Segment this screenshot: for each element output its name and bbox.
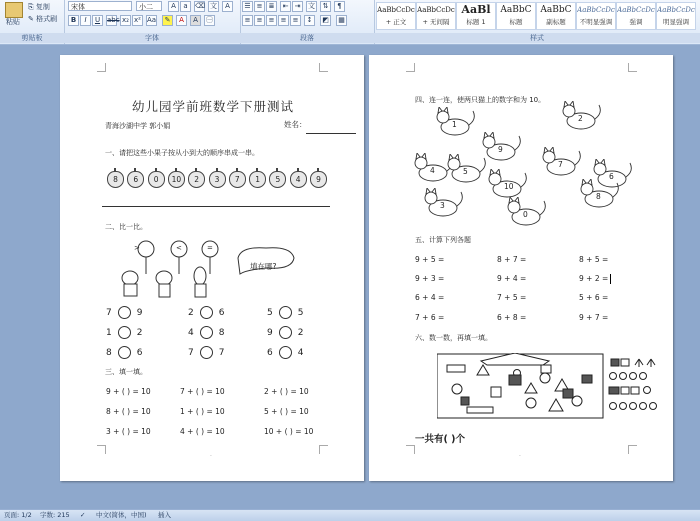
- bold-icon[interactable]: B: [68, 15, 79, 26]
- change-case-icon[interactable]: Aa: [147, 16, 157, 24]
- compare-blank[interactable]: [279, 306, 292, 319]
- paste-button[interactable]: 粘贴: [6, 18, 20, 26]
- cat-figure[interactable]: [421, 188, 465, 222]
- paste-icon[interactable]: [5, 2, 23, 18]
- compare-left: 5: [267, 308, 273, 318]
- cat-number: 10: [504, 182, 514, 191]
- cat-number: 4: [430, 166, 435, 175]
- compare-blank[interactable]: [200, 346, 213, 359]
- question-1: 一、请把这些小果子按从小到大的顺序串成一串。: [105, 149, 259, 157]
- subscript-icon[interactable]: x₂: [120, 15, 131, 26]
- apple-number: 0: [148, 171, 165, 188]
- calc-equation[interactable]: 9 + 2 =: [579, 274, 609, 283]
- cat-figure[interactable]: [539, 147, 583, 181]
- multilevel-list-icon[interactable]: ≣: [266, 1, 277, 12]
- style-label: + 无间隔: [422, 18, 450, 26]
- question-6: 六、数一数，再填一填。: [415, 334, 492, 342]
- compare-blank[interactable]: [200, 306, 213, 319]
- name-label: 姓名：: [284, 120, 307, 129]
- style-sample: AaBbCcDc: [617, 6, 655, 14]
- cat-number: 9: [498, 145, 503, 154]
- style-tile[interactable]: [496, 2, 536, 30]
- underline-icon[interactable]: U: [92, 15, 103, 26]
- compare-right: 2: [297, 328, 304, 338]
- calc-equation[interactable]: 9 + 7 =: [579, 313, 609, 322]
- compare-left: 1: [106, 328, 112, 338]
- calc-equation[interactable]: 8 + 7 =: [497, 255, 527, 264]
- document-page-2[interactable]: [369, 55, 673, 481]
- style-label: + 正文: [385, 18, 407, 26]
- numbering-icon[interactable]: ≡: [254, 1, 265, 12]
- bullets-icon[interactable]: ☰: [242, 1, 253, 12]
- compare-right: 7: [218, 348, 225, 358]
- compare-left: 7: [188, 348, 194, 358]
- status-insert-mode[interactable]: 插入: [158, 511, 171, 519]
- fill-equation[interactable]: 2 + ( ) = 10: [264, 387, 309, 396]
- school-author: 青海沙湖中学 郭小娟: [105, 122, 171, 130]
- cat-number: 6: [609, 172, 614, 181]
- italic-icon[interactable]: I: [80, 15, 91, 26]
- justify-icon[interactable]: ≡: [278, 15, 289, 26]
- cat-figure[interactable]: [577, 179, 621, 213]
- calc-equation[interactable]: 7 + 6 =: [415, 313, 445, 322]
- crop-mark: [406, 63, 415, 72]
- compare-blank[interactable]: [118, 306, 131, 319]
- compare-right: 6: [218, 308, 225, 318]
- cat-number: 0: [523, 210, 528, 219]
- apple-number: 3: [209, 171, 226, 188]
- font-name-box[interactable]: 宋体: [68, 1, 132, 11]
- char-border-icon[interactable]: A: [222, 1, 233, 12]
- calc-equation[interactable]: 9 + 3 =: [415, 274, 445, 283]
- style-tile[interactable]: [456, 2, 496, 30]
- crop-mark: [319, 63, 328, 72]
- borders-icon[interactable]: ▦: [336, 15, 347, 26]
- page-number-mark: ·: [210, 453, 212, 460]
- style-sample: AaBbCcDc: [577, 6, 615, 14]
- style-sample: AaBbCcDc: [417, 6, 455, 14]
- style-tile[interactable]: [376, 2, 416, 30]
- crop-mark: [319, 445, 328, 454]
- name-blank[interactable]: [306, 133, 356, 134]
- compare-left: 2: [188, 308, 194, 318]
- highlight-icon[interactable]: ✎: [162, 15, 173, 26]
- grow-font-icon[interactable]: A: [168, 1, 179, 12]
- speech-bubble-text: 填在哪?: [250, 262, 277, 271]
- shading-icon[interactable]: ◩: [320, 15, 331, 26]
- ribbon: [0, 0, 700, 45]
- document-page-1[interactable]: [60, 55, 364, 481]
- compare-left: 6: [267, 348, 273, 358]
- phonetic-icon[interactable]: 文: [210, 2, 217, 10]
- apple-number: 8: [107, 171, 124, 188]
- compare-right: 5: [297, 308, 304, 318]
- style-label: 不明显强调: [579, 18, 613, 26]
- apple-number: 4: [290, 171, 307, 188]
- apple-number: 10: [168, 171, 185, 188]
- answer-line[interactable]: [102, 206, 330, 207]
- crop-mark: [97, 63, 106, 72]
- question-5: 五、计算下列各题: [415, 236, 471, 244]
- question-3: 三、填一填。: [105, 368, 147, 376]
- compare-right: 8: [218, 328, 225, 338]
- shrink-font-icon[interactable]: a: [180, 1, 191, 12]
- style-tile[interactable]: [576, 2, 616, 30]
- align-right-icon[interactable]: ≡: [266, 15, 277, 26]
- copy-label: 复制: [35, 3, 50, 11]
- style-label: 明显强调: [663, 18, 689, 26]
- crop-mark: [406, 445, 415, 454]
- show-marks-icon[interactable]: ¶: [334, 1, 345, 12]
- apple-number: 6: [127, 171, 144, 188]
- styles-group: [374, 0, 700, 44]
- page-title: 幼儿园学前班数学下册测试: [132, 99, 295, 114]
- format-painter-button[interactable]: ✎ 格式刷: [28, 15, 58, 23]
- enclose-char-icon[interactable]: ㊀: [206, 16, 213, 24]
- apple-number: 1: [249, 171, 266, 188]
- fill-equation[interactable]: 7 + ( ) = 10: [180, 387, 225, 396]
- cat-number: 2: [578, 114, 583, 123]
- page-number-mark: ·: [519, 453, 521, 460]
- style-label: 标题: [509, 18, 523, 26]
- compare-right: 9: [136, 308, 143, 318]
- cat-figure[interactable]: [559, 101, 603, 135]
- style-label: 标题 1: [466, 18, 486, 26]
- crop-mark: [628, 445, 637, 454]
- cat-figure[interactable]: [504, 197, 548, 231]
- fill-equation[interactable]: 8 + ( ) = 10: [106, 407, 151, 416]
- style-sample: AaBbCcDc: [377, 6, 415, 14]
- calc-equation[interactable]: 6 + 4 =: [415, 293, 445, 302]
- fill-equation[interactable]: 5 + ( ) = 10: [264, 407, 309, 416]
- clipboard-group-label: 剪贴板: [0, 33, 64, 43]
- char-shading-icon[interactable]: A: [190, 15, 201, 26]
- apple-number: 5: [269, 171, 286, 188]
- compare-blank[interactable]: [118, 326, 131, 339]
- calc-equation[interactable]: 6 + 8 =: [497, 313, 527, 322]
- status-language[interactable]: 中文(简体，中国): [96, 511, 147, 519]
- font-group-label: 字体: [64, 33, 240, 43]
- compare-item: [267, 346, 303, 359]
- compare-item: [267, 306, 303, 319]
- cat-number: 5: [463, 167, 468, 176]
- line-spacing-icon[interactable]: ↕: [304, 15, 315, 26]
- compare-blank[interactable]: [279, 346, 292, 359]
- clear-format-icon[interactable]: ⌫: [195, 2, 205, 10]
- crop-mark: [628, 63, 637, 72]
- compare-blank[interactable]: [279, 326, 292, 339]
- compare-left: 9: [267, 328, 273, 338]
- paragraph-group-label: 段落: [240, 33, 374, 43]
- cat-figure[interactable]: [444, 154, 488, 188]
- total-count: 一共有( )个: [415, 434, 465, 445]
- question-2: 二、比一比。: [105, 223, 147, 231]
- compare-item: [267, 326, 303, 339]
- compare-item: [188, 346, 224, 359]
- fill-equation[interactable]: 9 + ( ) = 10: [106, 387, 151, 396]
- fill-equation[interactable]: 10 + ( ) = 10: [264, 427, 314, 436]
- style-tile[interactable]: [416, 2, 456, 30]
- compare-item: [188, 326, 224, 339]
- compare-left: 8: [106, 348, 112, 358]
- apple-number: 9: [310, 171, 327, 188]
- paragraph-group: [240, 0, 375, 44]
- strikethrough-icon[interactable]: abc: [107, 16, 120, 24]
- style-sample: AaBl: [461, 3, 491, 16]
- cat-number: 8: [596, 192, 601, 201]
- cat-number: 1: [452, 120, 457, 129]
- fill-equation[interactable]: 4 + ( ) = 10: [180, 427, 225, 436]
- compare-blank[interactable]: [118, 346, 131, 359]
- styles-group-label: 样式: [374, 33, 700, 43]
- cat-number: 3: [440, 201, 445, 210]
- cat-number: 7: [558, 160, 563, 169]
- apple-number: 7: [229, 171, 246, 188]
- sign-less: <: [176, 244, 182, 252]
- increase-indent-icon[interactable]: ⇥: [292, 1, 303, 12]
- status-page[interactable]: 页面: 1/2: [4, 511, 32, 519]
- compare-item: [106, 306, 142, 319]
- calc-equation[interactable]: 8 + 5 =: [579, 255, 609, 264]
- style-label: 强调: [629, 18, 643, 26]
- clipboard-group: [0, 0, 65, 44]
- status-words[interactable]: 字数: 215: [40, 511, 70, 519]
- compare-right: 4: [297, 348, 304, 358]
- crop-mark: [97, 445, 106, 454]
- shapes-box: [437, 353, 659, 419]
- align-left-icon[interactable]: ≡: [242, 15, 253, 26]
- apple-number: 2: [188, 171, 205, 188]
- fill-equation[interactable]: 3 + ( ) = 10: [106, 427, 151, 436]
- sign-equal: =: [207, 244, 213, 252]
- calc-equation[interactable]: 5 + 6 =: [579, 293, 609, 302]
- status-bar: [0, 509, 700, 521]
- calc-equation[interactable]: 9 + 4 =: [497, 274, 527, 283]
- calc-equation[interactable]: 7 + 5 =: [497, 293, 527, 302]
- style-tile[interactable]: [536, 2, 576, 30]
- format-painter-label: 格式刷: [36, 15, 58, 23]
- font-group: [64, 0, 241, 44]
- chinese-layout-icon[interactable]: 文: [308, 2, 315, 10]
- spellcheck-icon[interactable]: ✓: [80, 511, 86, 519]
- compare-right: 2: [136, 328, 143, 338]
- calc-equation[interactable]: 9 + 5 =: [415, 255, 445, 264]
- cat-figure[interactable]: [433, 107, 477, 141]
- superscript-icon[interactable]: x²: [132, 15, 143, 26]
- compare-item: [106, 346, 142, 359]
- style-tile[interactable]: [656, 2, 696, 30]
- compare-right: 6: [136, 348, 143, 358]
- text-cursor: [610, 274, 611, 284]
- style-sample: AaBbCcDc: [657, 6, 695, 14]
- compare-left: 4: [188, 328, 194, 338]
- fill-equation[interactable]: 1 + ( ) = 10: [180, 407, 225, 416]
- compare-left: 7: [106, 308, 112, 318]
- style-sample: AaBbC: [540, 5, 572, 15]
- sign-greater: >: [134, 244, 140, 252]
- compare-blank[interactable]: [200, 326, 213, 339]
- question-4: 四、连一连，使两只猫上的数字和为 10。: [415, 96, 546, 104]
- style-tile[interactable]: [616, 2, 656, 30]
- font-size-box[interactable]: 小二: [136, 1, 162, 11]
- style-label: 副标题: [546, 18, 566, 26]
- align-center-icon[interactable]: ≡: [254, 15, 265, 26]
- style-sample: AaBbC: [500, 5, 532, 15]
- copy-button[interactable]: ⎘ 复制: [28, 3, 50, 11]
- distribute-icon[interactable]: ≡: [290, 15, 301, 26]
- sort-icon[interactable]: ⇅: [320, 1, 331, 12]
- decrease-indent-icon[interactable]: ⇤: [280, 1, 291, 12]
- font-color-icon[interactable]: A: [176, 15, 187, 26]
- compare-item: [188, 306, 224, 319]
- compare-item: [106, 326, 142, 339]
